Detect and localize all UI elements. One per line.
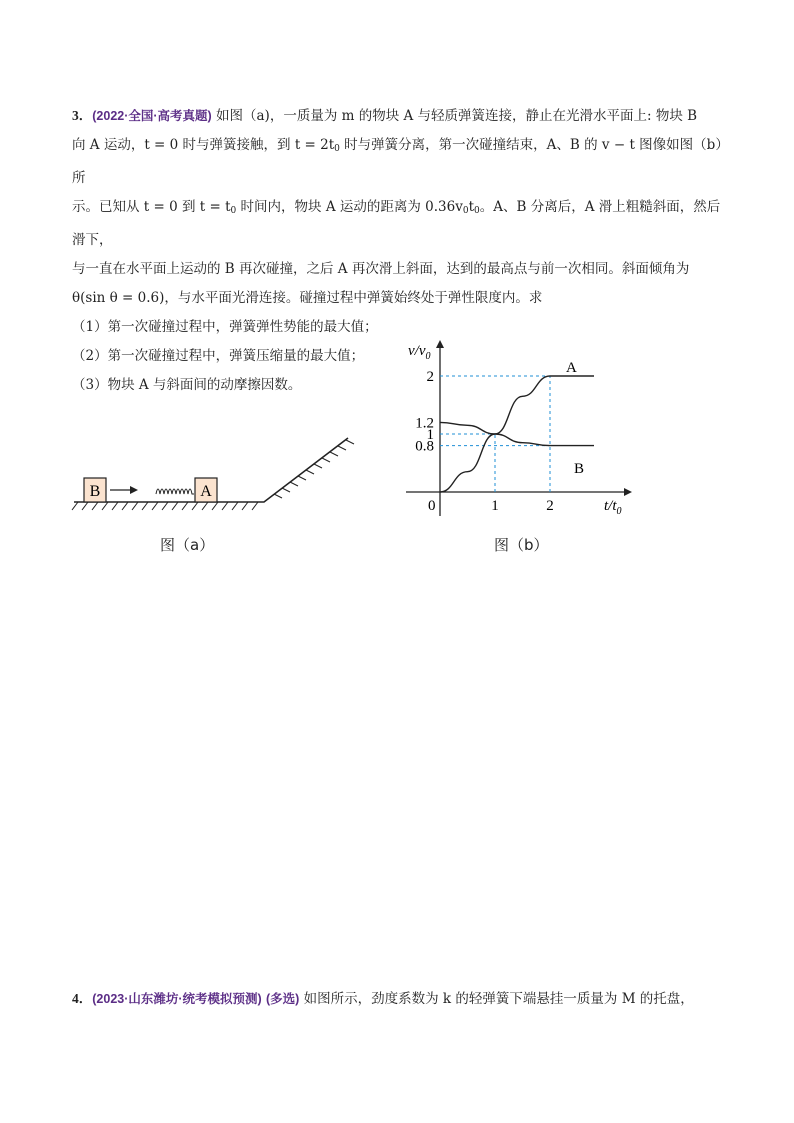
question-source: (2022·全国·高考真题): [92, 109, 212, 123]
ground-hatching: [72, 502, 258, 510]
subscript: 0: [462, 206, 469, 216]
q3-line-2: [72, 131, 732, 193]
x-axis-arrow-icon: [624, 488, 632, 496]
block-b-label: B: [89, 483, 101, 500]
series-line-a: [440, 376, 594, 492]
q3-text-2: 向 A 运动，t = 0 时与弹簧接触，到 t = 2t: [72, 137, 335, 153]
y-axis-label: $v/v_0$: [408, 343, 431, 362]
q3-text-3d: 。A、B 分离后，A 滑上粗糙斜面，然后滑下，: [72, 199, 721, 248]
q4-text: 如图所示，劲度系数为 k 的轻弹簧下端悬挂一质量为 M 的托盘，: [299, 991, 694, 1007]
q3-subquestion-3: （3）物块 A 与斜面间的动摩擦因数。: [72, 377, 302, 393]
q3-line-1: [72, 101, 732, 131]
figure-b-chart: [392, 336, 640, 526]
subscript: 0: [334, 144, 340, 154]
question-tag: (多选): [266, 992, 300, 1006]
q3-text-1: 如图（a)，一质量为 m 的物块 A 与轻质弹簧连接，静止在光滑水平面上: 物块 B: [211, 108, 698, 124]
y-tick-label: 0.8: [415, 438, 434, 455]
origin-label: 0: [428, 498, 436, 514]
q3-subquestion-1: （1）第一次碰撞过程中，弹簧弹性势能的最大值；: [72, 319, 378, 335]
curves: [440, 376, 594, 492]
q4-line-1: [72, 984, 732, 1014]
block-a-label: A: [200, 483, 212, 500]
subscript: 0: [230, 206, 237, 216]
q3-text-3: 示。已知从 t = 0 到 t = t: [72, 199, 231, 215]
figure-a-diagram: [68, 420, 368, 525]
curve-b-label: B: [574, 461, 585, 477]
subscript: 0: [474, 206, 480, 216]
spring-coil: [156, 489, 194, 494]
series-line-b: [440, 422, 594, 445]
x-tick-label: 1: [491, 498, 499, 514]
question-number: 3．: [72, 108, 93, 123]
question-4: [72, 984, 732, 1014]
q3-subquestion-2: （2）第一次碰撞过程中，弹簧压缩量的最大值；: [72, 348, 365, 364]
incline-hatching: [274, 440, 354, 498]
y-tick-label: 1: [426, 427, 434, 443]
figure-a-caption: 图（a）: [160, 536, 215, 554]
y-tick-label: 2: [426, 369, 434, 385]
x-axis-label: $t/t_0$: [604, 498, 622, 517]
curve-a-label: A: [566, 360, 577, 376]
q3-text-3b: 时间内，物块 A 运动的距离为 0.36v: [236, 199, 463, 215]
question-source: (2023·山东潍坊·统考模拟预测): [92, 992, 262, 1006]
q3-line-4: 与一直在水平面上运动的 B 再次碰撞，之后 A 再次滑上斜面，达到的最高点与前一次相同。斜面倾角为: [72, 261, 690, 277]
x-tick-label: 2: [546, 498, 554, 514]
y-axis-arrow-icon: [436, 340, 444, 348]
q3-line-3: [72, 193, 732, 255]
figure-b-caption: 图（b）: [494, 536, 549, 554]
q3-line-5: θ(sin θ = 0.6)，与水平面光滑连接。碰撞过程中弹簧始终处于弹性限度内。求: [72, 290, 543, 306]
q3-text-2b: 时与弹簧分离，第一次碰撞结束，A、B 的 v − t 图像如图（b）所: [72, 137, 729, 186]
q3-text-3c: t: [468, 199, 475, 215]
question-number: 4．: [72, 991, 93, 1006]
y-tick-label: 1.2: [415, 415, 434, 432]
arrow-head-icon: [130, 486, 138, 494]
